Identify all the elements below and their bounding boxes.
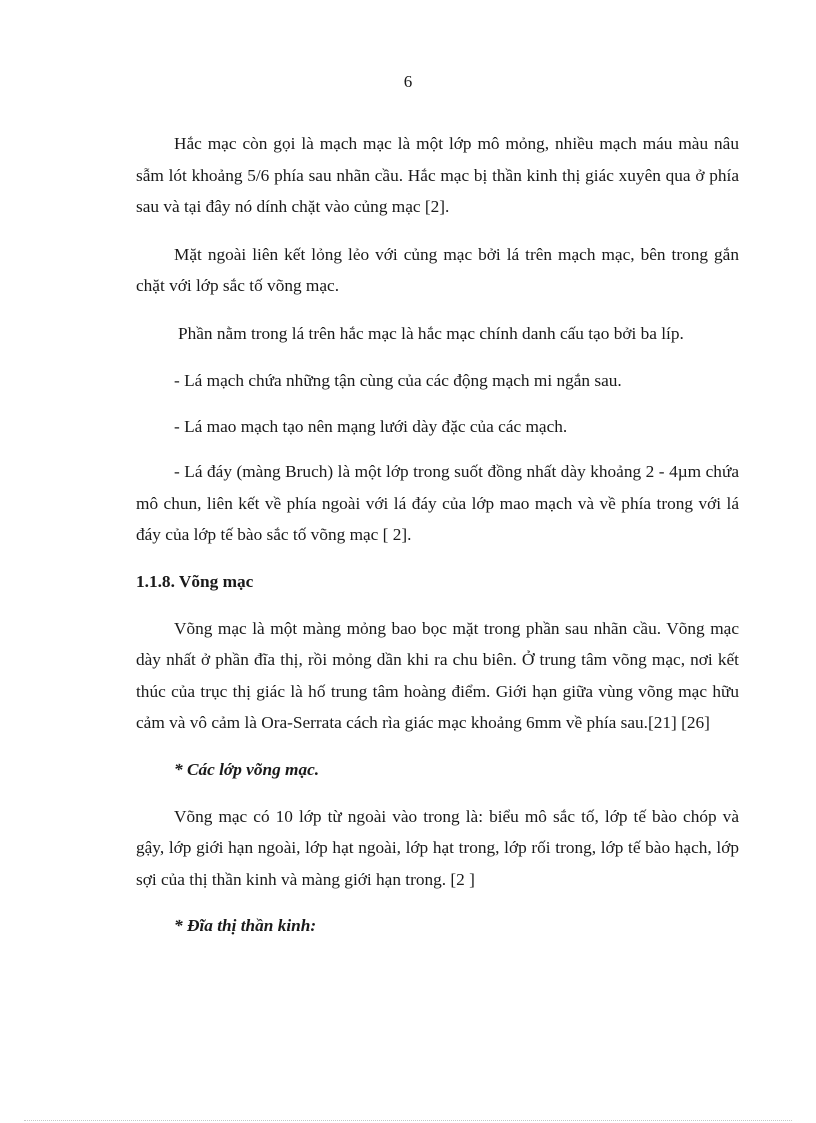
paragraph-retina-intro: Võng mạc là một màng mỏng bao bọc mặt trong phần sau nhãn cầu. Võng mạc dày nhất ở phần đĩa thị, rồi mỏng dần khi ra chu biên. Ở trung tâm võng mạc, nơi kết thúc của trục thị giác là hố trung tâm hoàng điểm. Giới hạn giữa vùng võng mạc hữu cảm và vô cảm là Ora-Serrata cách rìa giác mạc khoảng 6mm về phía sau.[21] [26] — [136, 618, 739, 732]
page-body — [136, 128, 739, 957]
page-number: 6 — [403, 72, 413, 91]
paragraph-bruch-membrane: - Lá đáy (màng Bruch) là một lớp trong suốt đồng nhất dày khoảng 2 - 4µm chứa mô chun, liên kết về phía ngoài với lá đáy của lớp mao mạch và về phía trong với lá đáy của lớp tế bào sắc tố võng mạc [ 2]. — [136, 462, 739, 544]
subheading-optic-disc: * Đĩa thị thần kinh: — [174, 916, 317, 935]
subheading-retina-layers: * Các lớp võng mạc. — [174, 759, 320, 779]
section-heading-retina: 1.1.8. Võng mạc — [136, 571, 254, 591]
paragraph-retina-layers: Võng mạc có 10 lớp từ ngoài vào trong là: biểu mô sắc tố, lớp tế bào chóp và gậy, lớp giới hạn ngoài, lớp hạt ngoài, lớp hạt trong, lớp rối trong, lớp tế bào hạch, lớp sợi của thị thần kinh và màng giới hạn trong. [2 ] — [136, 806, 739, 889]
paragraph-capillary-layer: - Lá mao mạch tạo nên mạng lưới dày đặc của các mạch. — [174, 416, 568, 436]
page-bottom-divider — [24, 1120, 792, 1121]
paragraph-choroid-intro: Hắc mạc còn gọi là mạch mạc là một lớp mô mỏng, nhiều mạch máu màu nâu sẫm lót khoảng 5/6 phía sau nhãn cầu. Hắc mạc bị thần kinh thị giác xuyên qua ở phía sau và tại đây nó dính chặt vào củng mạc [2]. — [136, 134, 739, 216]
paragraph-vessel-layer: - Lá mạch chứa những tận cùng của các động mạch mi ngắn sau. — [174, 371, 622, 390]
paragraph-choroid-outer: Mặt ngoài liên kết lỏng lẻo với củng mạc bởi lá trên mạch mạc, bên trong gắn chặt với lớp sắc tố võng mạc. — [136, 244, 739, 295]
paragraph-choroid-proper: Phần nằm trong lá trên hắc mạc là hắc mạc chính danh cấu tạo bởi ba líp. — [178, 323, 684, 343]
